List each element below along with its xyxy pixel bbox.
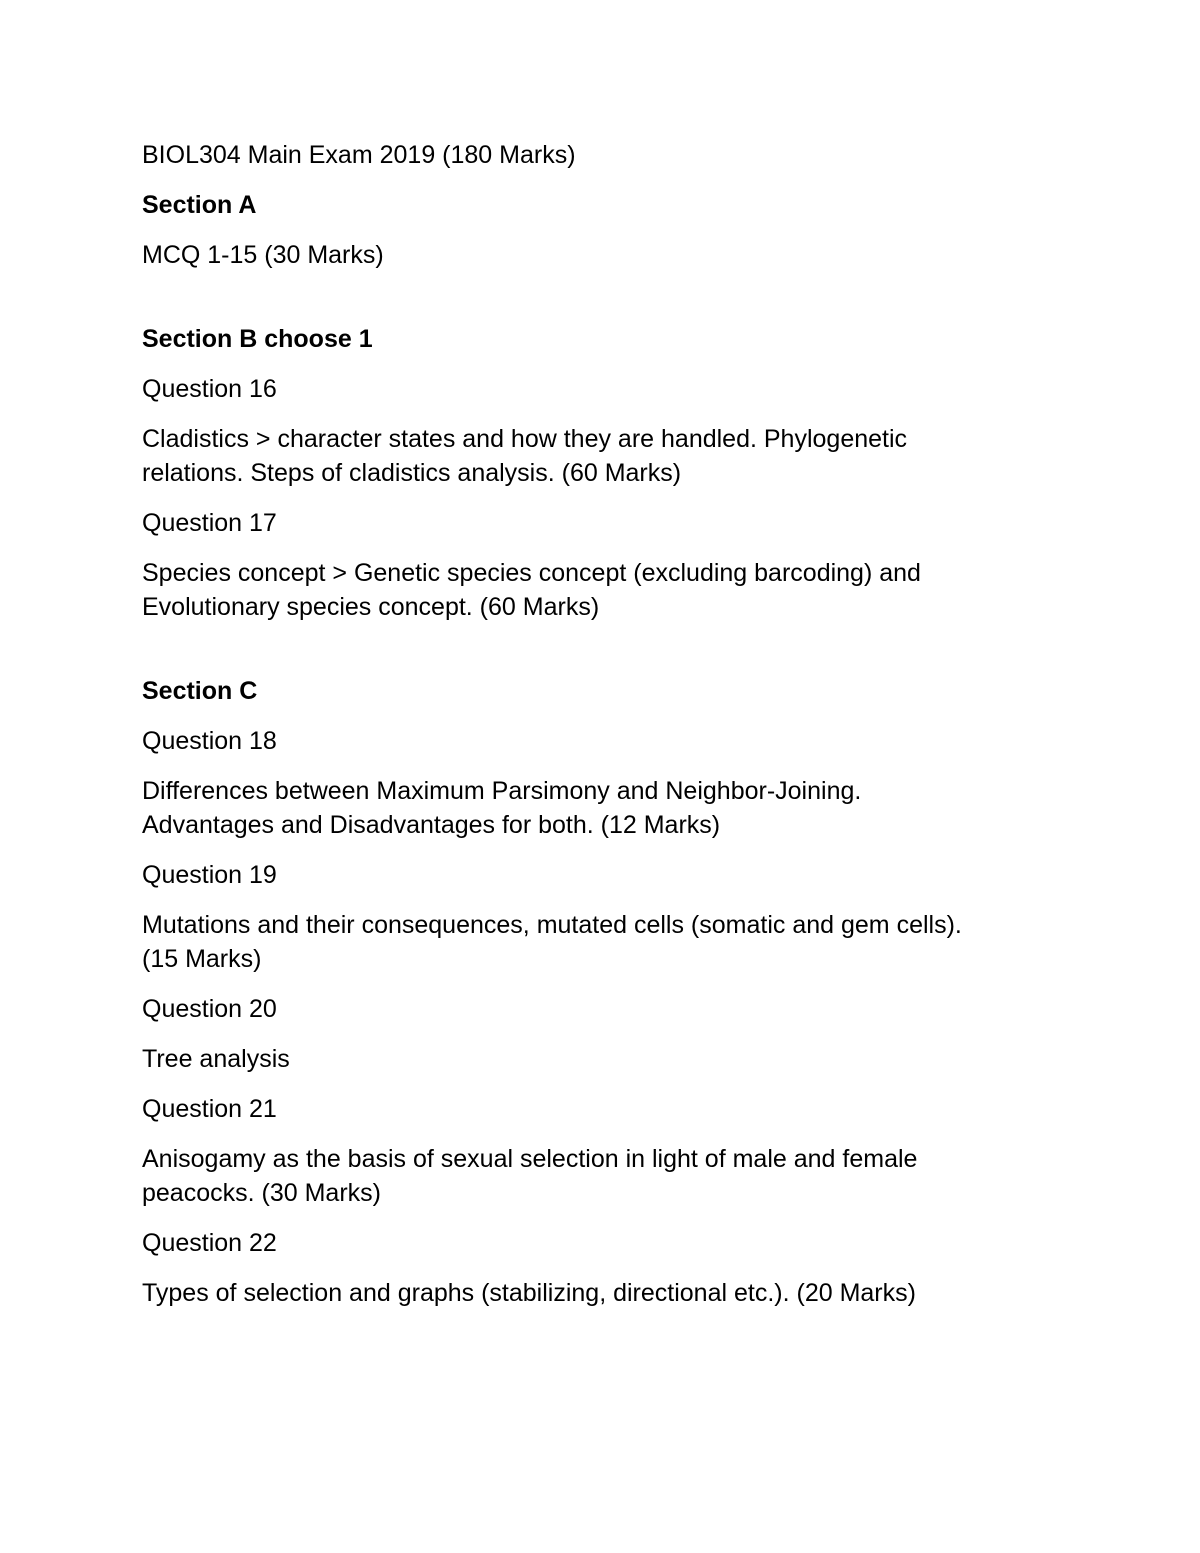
document-title: BIOL304 Main Exam 2019 (180 Marks) (142, 141, 576, 169)
question-22-label: Question 22 (142, 1229, 277, 1257)
question-20-label: Question 20 (142, 995, 277, 1023)
question-22-text (142, 1276, 1072, 1310)
question-18-label: Question 18 (142, 727, 277, 755)
question-22-line-1: Types of selection and graphs (stabilizing, directional etc.). (20 Marks) (142, 1279, 916, 1307)
question-16-line-2: relations. Steps of cladistics analysis. (60 Marks) (142, 459, 682, 487)
question-16-line-1: Cladistics > character states and how they are handled. Phylogenetic (142, 425, 908, 453)
question-21-text (142, 1142, 1072, 1210)
question-20-line-1: Tree analysis (142, 1045, 290, 1073)
question-16-text (142, 422, 1072, 490)
question-21-line-1: Anisogamy as the basis of sexual selection in light of male and female (142, 1145, 918, 1173)
question-20-text (142, 1042, 1072, 1076)
section-b-heading: Section B choose 1 (142, 325, 373, 353)
exam-document (142, 138, 1072, 1326)
question-16-label: Question 16 (142, 375, 277, 403)
question-18-line-2: Advantages and Disadvantages for both. (12 Marks) (142, 811, 721, 839)
question-19-label: Question 19 (142, 861, 277, 889)
question-21-label: Question 21 (142, 1095, 277, 1123)
question-21-line-2: peacocks. (30 Marks) (142, 1179, 381, 1207)
question-17-label: Question 17 (142, 509, 277, 537)
question-19-line-1: Mutations and their consequences, mutated cells (somatic and gem cells). (142, 911, 962, 939)
section-a-text: MCQ 1-15 (30 Marks) (142, 241, 384, 269)
question-17-text (142, 556, 1072, 624)
question-18-text (142, 774, 1072, 842)
question-17-line-2: Evolutionary species concept. (60 Marks) (142, 593, 600, 621)
section-a-heading: Section A (142, 191, 257, 219)
section-c-heading: Section C (142, 677, 258, 705)
question-19-text (142, 908, 1072, 976)
question-17-line-1: Species concept > Genetic species concept (excluding barcoding) and (142, 559, 921, 587)
question-19-line-2: (15 Marks) (142, 945, 262, 973)
question-18-line-1: Differences between Maximum Parsimony and Neighbor-Joining. (142, 777, 862, 805)
